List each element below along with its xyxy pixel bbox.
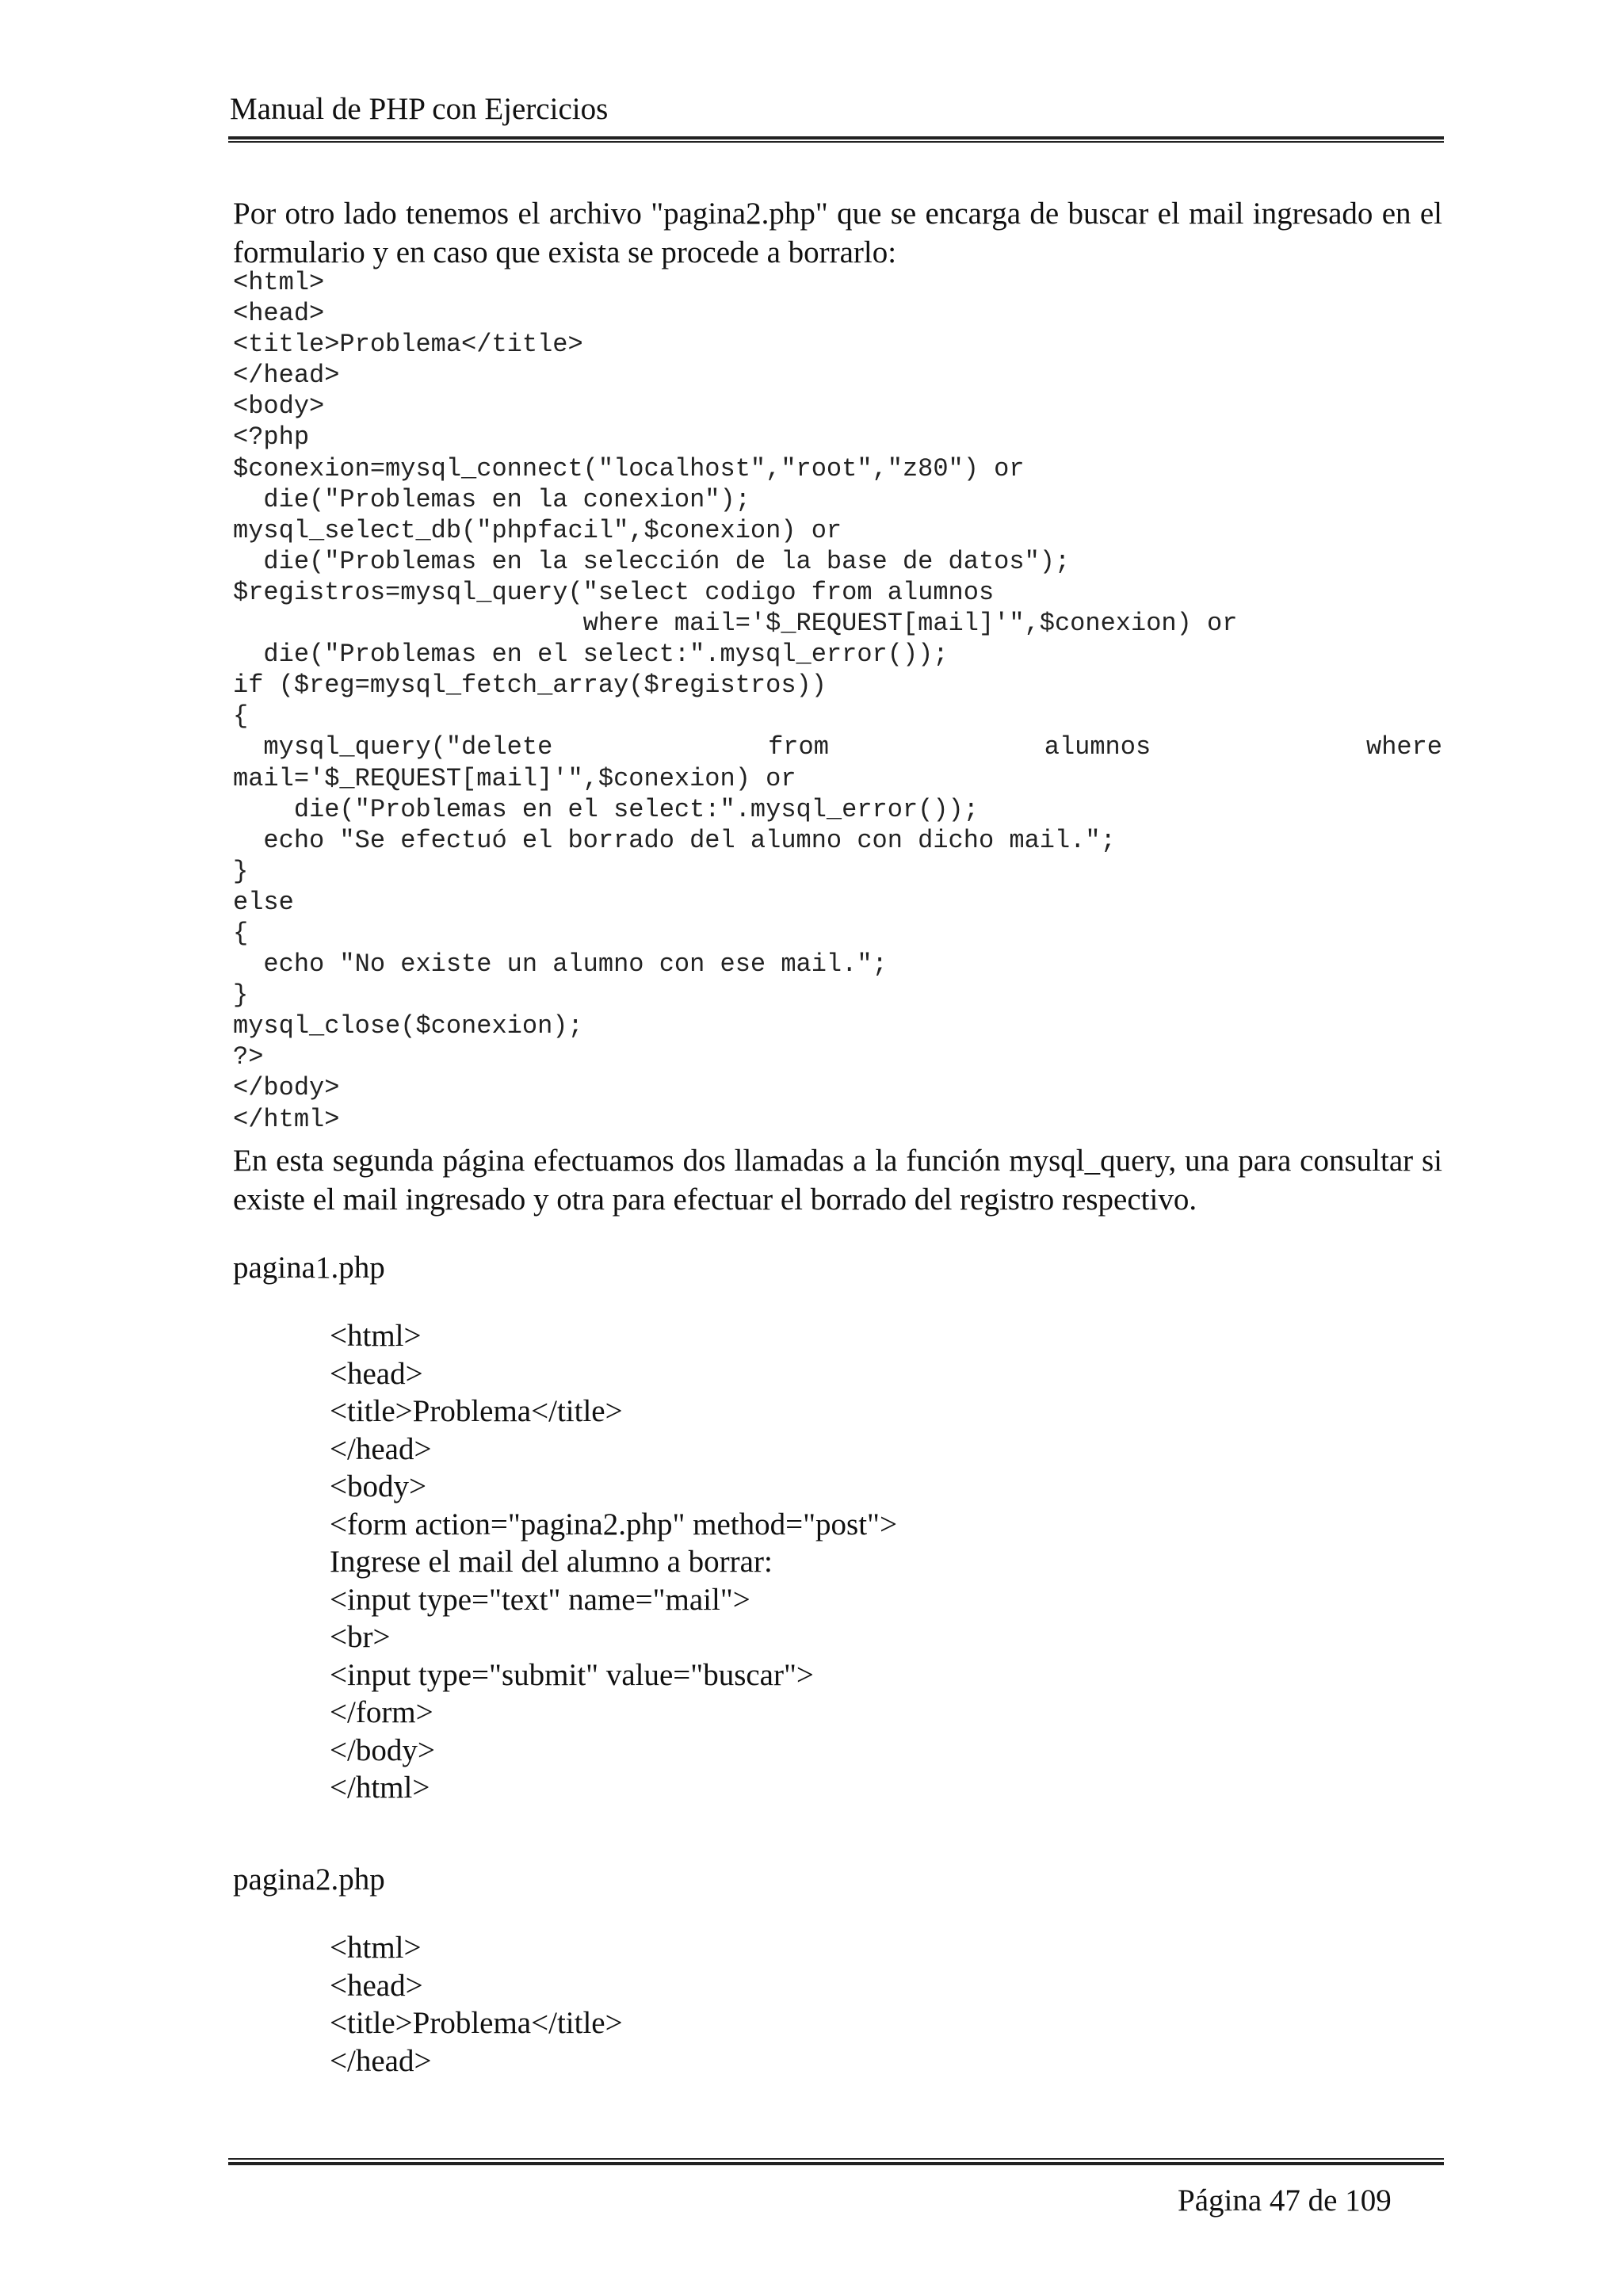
code-line: ?> <box>233 1042 264 1072</box>
code-line: <?php <box>233 422 310 453</box>
listing-line: <br> <box>330 1620 391 1654</box>
code-line: $conexion=mysql_connect("localhost","root","z80") or <box>233 453 1025 483</box>
section-label-pagina1: pagina1.php <box>233 1251 385 1285</box>
code-line: <head> <box>233 299 325 329</box>
header-rule-thin <box>228 141 1444 143</box>
listing-line: <body> <box>330 1469 426 1503</box>
explanation-paragraph: En esta segunda página efectuamos dos llamadas a la función mysql_query, una para consultar si existe el mail ingresado y otra para efectuar el borrado del registro respectivo. <box>233 1144 1442 1217</box>
listing-line: <title>Problema</title> <box>330 2006 623 2040</box>
code-line: if ($reg=mysql_fetch_array($registros)) <box>233 670 827 701</box>
php-code-block <box>233 267 1442 1135</box>
listing-line: </head> <box>330 1431 432 1466</box>
listing-line: <title>Problema</title> <box>330 1394 623 1428</box>
listing-line: </html> <box>330 1771 430 1805</box>
header-rule-thick <box>228 136 1444 139</box>
code-line: <title>Problema</title> <box>233 330 583 360</box>
code-line: </html> <box>233 1104 340 1134</box>
listing-line: </body> <box>330 1733 435 1767</box>
code-line: </body> <box>233 1073 340 1103</box>
pagina1-listing <box>330 1317 897 1807</box>
pagina2-listing <box>330 1929 623 2080</box>
code-line: { <box>233 701 249 732</box>
code-line: { <box>233 918 249 948</box>
listing-line: <input type="submit" value="buscar"> <box>330 1657 814 1692</box>
page-number: Página 47 de 109 <box>1178 2183 1392 2218</box>
code-line: else <box>233 887 294 917</box>
listing-line: </head> <box>330 2043 432 2078</box>
code-line: mysql_select_db("phpfacil",$conexion) or <box>233 515 842 545</box>
listing-line: <input type="text" name="mail"> <box>330 1582 750 1617</box>
listing-line: <head> <box>330 1356 423 1391</box>
code-word: alumnos <box>1044 732 1151 762</box>
code-line: } <box>233 980 249 1010</box>
footer-rule-thin <box>228 2158 1444 2160</box>
listing-line: </form> <box>330 1695 433 1729</box>
section-label-pagina2: pagina2.php <box>233 1862 385 1897</box>
intro-paragraph: Por otro lado tenemos el archivo "pagina2.php" que se encarga de buscar el mail ingresado en el formulario y en caso que exista se procede a borrarlo: <box>233 197 1442 269</box>
code-line: die("Problemas en el select:".mysql_error()); <box>233 794 979 824</box>
code-word: mysql_query("delete <box>233 732 553 762</box>
code-line: <body> <box>233 392 325 422</box>
code-line: mysql_close($conexion); <box>233 1011 583 1041</box>
code-line: die("Problemas en la selección de la base de datos"); <box>233 546 1071 576</box>
code-line: $registros=mysql_query("select codigo from alumnos <box>233 577 995 607</box>
code-line: die("Problemas en la conexion"); <box>233 484 750 514</box>
code-line: </head> <box>233 361 340 391</box>
code-line: echo "Se efectuó el borrado del alumno con dicho mail."; <box>233 825 1116 855</box>
footer-rule-thick <box>228 2162 1444 2165</box>
code-line: die("Problemas en el select:".mysql_error()); <box>233 640 949 670</box>
code-line: <html> <box>233 268 325 297</box>
listing-line: Ingrese el mail del alumno a borrar: <box>330 1545 773 1579</box>
code-line: } <box>233 856 249 886</box>
code-line: mail='$_REQUEST[mail]'",$conexion) or <box>233 763 796 793</box>
listing-line: <form action="pagina2.php" method="post"> <box>330 1507 897 1541</box>
listing-line: <html> <box>330 1931 422 1965</box>
code-word: where <box>1365 732 1442 762</box>
code-line-justified <box>233 732 1442 762</box>
code-line: where mail='$_REQUEST[mail]'",$conexion) or <box>233 609 1238 639</box>
running-header-title: Manual de PHP con Ejercicios <box>230 92 609 126</box>
code-word: from <box>768 732 829 762</box>
code-line: echo "No existe un alumno con ese mail."; <box>233 949 888 980</box>
listing-line: <head> <box>330 1968 423 2003</box>
listing-line: <html> <box>330 1319 422 1353</box>
